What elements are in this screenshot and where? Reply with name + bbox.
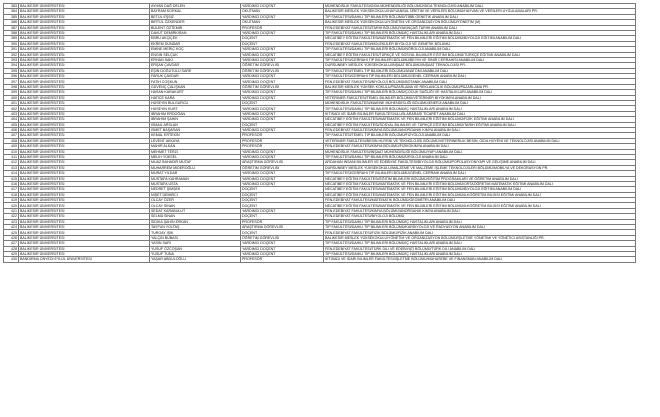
academic-title-cell: YARDIMCI DOÇENT bbox=[241, 90, 324, 95]
department-cell: FEN-EDEBİYAT FAKÜLTESİ/KİMYA BÖLÜMÜ/ANORGANİK KİMYA ANABİLİM DALI bbox=[324, 127, 636, 132]
person-name-cell: EŞİN DOĞUTÜLÜ SARE bbox=[150, 68, 241, 73]
university-cell: BALIKESİR ÜNİVERSİTESİ bbox=[19, 41, 150, 46]
person-name-cell: MUSTAFA USTA bbox=[150, 181, 241, 186]
university-cell: BALIKESİR ÜNİVERSİTESİ bbox=[19, 144, 150, 149]
person-name-cell: SEDAT KARABULUT bbox=[150, 208, 241, 213]
row-number-cell: 384 bbox=[4, 9, 19, 14]
row-number-cell: 429 bbox=[4, 251, 19, 256]
person-name-cell: LEVENT AKKAYA bbox=[150, 138, 241, 143]
person-name-cell: TURGAY IŞIK bbox=[150, 230, 241, 235]
row-number-cell: 426 bbox=[4, 235, 19, 240]
person-name-cell: YUSUF ÖZCOŞAN bbox=[150, 246, 241, 251]
row-number-cell: 419 bbox=[4, 198, 19, 203]
person-name-cell: MUAZ BAHADIR MUTAF bbox=[150, 160, 241, 165]
row-number-cell: 395 bbox=[4, 68, 19, 73]
university-cell: BALIKESİR ÜNİVERSİTESİ bbox=[19, 192, 150, 197]
department-cell: FEN-EDEBİYAT FAKÜLTESİ/BİYOLOJİ BÖLÜMÜ/BOTANİK ANABİLİM DALI bbox=[324, 79, 636, 84]
academic-title-cell: YARDIMCI DOÇENT bbox=[241, 14, 324, 19]
university-cell: BALIKESİR ÜNİVERSİTESİ bbox=[19, 84, 150, 89]
academic-title-cell: OKUTMAN bbox=[241, 20, 324, 25]
row-number-cell: 420 bbox=[4, 203, 19, 208]
academic-title-cell: ÖĞRETİM GÖREVLİSİ bbox=[241, 84, 324, 89]
university-cell: BALIKESİR ÜNİVERSİTESİ bbox=[19, 138, 150, 143]
department-cell: BALIKESİR MESLEK YÜKSEKOKULU/HAYVANSAL ÜRETİM VE VERİLERİ BÖLÜMÜ/HAYVAN VE VERİLERİ UYGULAMALARI PR. bbox=[324, 9, 636, 14]
academic-title-cell: YARDIMCI DOÇENT bbox=[241, 246, 324, 251]
academic-title-cell: YARDIMCI DOÇENT bbox=[241, 47, 324, 52]
person-name-cell: YALÇIN BUBASI bbox=[150, 235, 241, 240]
academic-title-cell: YARDIMCI DOÇENT bbox=[241, 149, 324, 154]
university-cell: BANDIRMA ONYEDİ EYLÜL ÜNİVERSİTESİ bbox=[19, 257, 150, 262]
academic-title-cell: ARAŞTIRMA GÖREVLİSİ bbox=[241, 160, 324, 165]
department-cell: TIP FAKÜLTESİ/DAHİLİ TIP BİLİMLERİ BÖLÜMÜ/İÇ HASTALIKLARI ANABİLİM DALI bbox=[324, 251, 636, 256]
university-cell: BALIKESİR ÜNİVERSİTESİ bbox=[19, 187, 150, 192]
person-name-cell: ERHAN SAKİ bbox=[150, 57, 241, 62]
person-name-cell: ERŞAN ÇAVDAR bbox=[150, 63, 241, 68]
row-number-cell: 396 bbox=[4, 74, 19, 79]
row-number-cell: 410 bbox=[4, 149, 19, 154]
university-cell: BALIKESİR ÜNİVERSİTESİ bbox=[19, 122, 150, 127]
department-cell: TIP FAKÜLTESİ/DAHİLİ TIP BİLİMLERİ BÖLÜMÜ/ÇOCUK SAĞLIĞI VE HASTALIKLARI ANABİLİM DALI bbox=[324, 90, 636, 95]
person-name-cell: ENGİN SELÇUK bbox=[150, 52, 241, 57]
university-cell: BALIKESİR ÜNİVERSİTESİ bbox=[19, 219, 150, 224]
person-name-cell: NEDRET ŞİMŞEK bbox=[150, 187, 241, 192]
row-number-cell: 413 bbox=[4, 165, 19, 170]
department-cell: FEN-EDEBİYAT FAKÜLTESİ/FİZİK BÖLÜMÜ/FİZİK ANABİLİM DALI bbox=[324, 230, 636, 235]
person-name-cell: YAŞAR ABDULOĞLU bbox=[150, 257, 241, 262]
department-cell: BALIKESİR MESLEK YÜKSEKOKULU/YÖNETİM VE ORGANİZASYON BÖLÜMÜ/YÖNETİM (M) bbox=[324, 20, 636, 25]
academic-title-cell: ARAŞTIRMA GÖREVLİSİ bbox=[241, 225, 324, 230]
university-cell: BALIKESİR ÜNİVERSİTESİ bbox=[19, 68, 150, 73]
row-number-cell: 412 bbox=[4, 160, 19, 165]
row-number-cell: 423 bbox=[4, 219, 19, 224]
person-name-cell: MUHARREM MİDEROĞLU bbox=[150, 165, 241, 170]
person-name-cell: İBRAHİM ŞAHİN bbox=[150, 117, 241, 122]
row-number-cell: 405 bbox=[4, 122, 19, 127]
academic-title-cell: YARDIMCI DOÇENT bbox=[241, 30, 324, 35]
person-name-cell: SELMA SİNAN bbox=[150, 214, 241, 219]
department-cell: DURSUNBEY MESLEK YÜKSEKOKULU/İNŞAAT BÖLÜMÜ/İNŞAAT TEKNOLOJİSİ PR. bbox=[324, 63, 636, 68]
person-name-cell: HATİCE KARA bbox=[150, 95, 241, 100]
university-cell: BALIKESİR ÜNİVERSİTESİ bbox=[19, 9, 150, 14]
department-cell: FEN-EDEBİYAT FAKÜLTESİ/KİMYA BÖLÜMÜ/ANORGANİK KİMYA ANABİLİM DALI bbox=[324, 208, 636, 213]
row-number-cell: 400 bbox=[4, 95, 19, 100]
row-number-cell: 403 bbox=[4, 111, 19, 116]
academic-title-cell: OKUTMAN bbox=[241, 9, 324, 14]
row-number-cell: 418 bbox=[4, 192, 19, 197]
university-cell: BALIKESİR ÜNİVERSİTESİ bbox=[19, 171, 150, 176]
department-cell: VETERİNER FAKÜLTESİ/BESİN HİJYENİ VE TEKNOLOJİSİ BÖLÜMÜ/VETERİNERLİK BESİN, GIDA HİJYENİ VE TEKNOLOJİSİ ANABİLİM DALI bbox=[324, 138, 636, 143]
department-cell: NECATİBEY EĞİTİM FAKÜLTESİ/EĞİTİM BİLİMLERİ BÖLÜMÜ/EĞİTİM PROGRAMLARI VE ÖĞRETİM ANABİLİM DALI bbox=[324, 176, 636, 181]
person-name-cell: MEHMET TERZİ bbox=[150, 149, 241, 154]
row-number-cell: 388 bbox=[4, 30, 19, 35]
academic-title-cell: YARDIMCI DOÇENT bbox=[241, 57, 324, 62]
department-cell: TIP FAKÜLTESİ/DAHİLİ TIP BİLİMLERİ BÖLÜMÜ/KARDİYOLOJİ VE RADYASYON ANABİLİM DALI bbox=[324, 225, 636, 230]
university-cell: BALIKESİR ÜNİVERSİTESİ bbox=[19, 74, 150, 79]
academic-title-cell: DOÇENT bbox=[241, 203, 324, 208]
department-cell: NECATİBEY EĞİTİM FAKÜLTESİ/SOSYAL BİLİMLER VE TÜRKÇE EĞİTİMİ BÖLÜMÜ/TARİH EĞİTİMİ ANABİLİM DALI bbox=[324, 122, 636, 127]
university-cell: BALIKESİR ÜNİVERSİTESİ bbox=[19, 251, 150, 256]
department-cell: FEN-EDEBİYAT FAKÜLTESİ/KİMYA BÖLÜMÜ/FİZİKOKİMYA ANABİLİM DALI bbox=[324, 144, 636, 149]
university-cell: BALIKESİR ÜNİVERSİTESİ bbox=[19, 176, 150, 181]
academic-title-cell: PROFESÖR bbox=[241, 219, 324, 224]
university-cell: BALIKESİR ÜNİVERSİTESİ bbox=[19, 208, 150, 213]
academic-title-cell: PROFESÖR bbox=[241, 138, 324, 143]
person-name-cell: BÜLENT ÖZTEMİR bbox=[150, 25, 241, 30]
university-cell: BALIKESİR ÜNİVERSİTESİ bbox=[19, 47, 150, 52]
university-cell: BALIKESİR ÜNİVERSİTESİ bbox=[19, 198, 150, 203]
row-number-cell: 398 bbox=[4, 84, 19, 89]
department-cell: TIP FAKÜLTESİ/DAHİLİ TIP BİLİMLERİ BÖLÜMÜ/İÇ HASTALIKLARI ANABİLİM DALI bbox=[324, 30, 636, 35]
row-number-cell: 428 bbox=[4, 246, 19, 251]
row-number-cell: 391 bbox=[4, 47, 19, 52]
academic-title-cell: ÖĞRETİM GÖREVLİSİ bbox=[241, 235, 324, 240]
department-cell: MÜHENDİSLİK FAKÜLTESİ/GIDA MÜHENDİSLİĞİ BÖLÜMÜ/GIDA TEKNOLOJİSİ ANABİLİM DALI bbox=[324, 4, 636, 9]
department-cell: FEN-EDEBİYAT FAKÜLTESİ/TARİH BÖLÜMÜ/YAKINÇAĞ TARİHİ ANABİLİM DALI bbox=[324, 25, 636, 30]
academic-title-cell: YARDIMCI DOÇENT bbox=[241, 171, 324, 176]
academic-title-cell: DOÇENT bbox=[241, 101, 324, 106]
person-name-cell: TAYFUN YOLTAŞ bbox=[150, 225, 241, 230]
university-cell: BALIKESİR ÜNİVERSİTESİ bbox=[19, 127, 150, 132]
university-cell: BALIKESİR ÜNİVERSİTESİ bbox=[19, 241, 150, 246]
person-name-cell: MURAT YILDAR bbox=[150, 171, 241, 176]
academic-title-cell: DOÇENT bbox=[241, 187, 324, 192]
department-cell: FEN-EDEBİYAT FAKÜLTESİ/TÜRK DİLİ VE EDEBİYATI BÖLÜMÜ/TÜRK DİLİ ANABİLİM DALI bbox=[324, 246, 636, 251]
department-cell: TIP FAKÜLTESİ/DAHİLİ TIP BİLİMLERİ BÖLÜMÜ/İÇ HASTALIKLARI ANABİLİM DALI bbox=[324, 219, 636, 224]
department-cell: NECATİBEY EĞİTİM FAKÜLTESİ/MATEMATİK VE FEN BİLİMLERİ EĞİTİMİ BÖLÜMÜ/BİYOLOJİ EĞİTİMİ ANABİLİM DALI bbox=[324, 187, 636, 192]
department-cell: TIP FAKÜLTESİ/CERRAHİ TIP BİLİMLERİ BÖLÜMÜ/GENEL CERRAHİ ANABİLİM DALI bbox=[324, 74, 636, 79]
person-name-cell: SIDIKA ŞAHİN ERKAN bbox=[150, 219, 241, 224]
university-cell: BALIKESİR ÜNİVERSİTESİ bbox=[19, 246, 150, 251]
person-name-cell: NİŞET DEMİRCİ bbox=[150, 192, 241, 197]
university-cell: BALIKESİR ÜNİVERSİTESİ bbox=[19, 160, 150, 165]
academic-title-cell: DOÇENT bbox=[241, 198, 324, 203]
university-cell: BALIKESİR ÜNİVERSİTESİ bbox=[19, 52, 150, 57]
person-name-cell: YUSUF TUNA bbox=[150, 251, 241, 256]
department-cell: TIP FAKÜLTESİ/TEMEL TIP BİLİMLERİ BÖLÜMÜ/ANATOMİ ANABİLİM DALI bbox=[324, 68, 636, 73]
personnel-table bbox=[3, 3, 636, 263]
academic-title-cell: DOÇENT bbox=[241, 214, 324, 219]
person-name-cell: MELİH YÜKSEL bbox=[150, 154, 241, 159]
row-number-cell: 417 bbox=[4, 187, 19, 192]
person-name-cell: GÜVENÇ ÇALIŞKAN bbox=[150, 84, 241, 89]
department-cell: VETERİNER FAKÜLTESİ/TEMEL BİLİMLER BÖLÜMÜ/VETERİNER BİYOKİMYA ANABİLİM DALI bbox=[324, 95, 636, 100]
row-number-cell: 415 bbox=[4, 176, 19, 181]
academic-title-cell: YARDIMCI DOÇENT bbox=[241, 208, 324, 213]
row-number-cell: 430 bbox=[4, 257, 19, 262]
university-cell: BALIKESİR ÜNİVERSİTESİ bbox=[19, 230, 150, 235]
university-cell: BALIKESİR ÜNİVERSİTESİ bbox=[19, 30, 150, 35]
academic-title-cell: ÖĞRETİM GÖREVLİSİ bbox=[241, 63, 324, 68]
academic-title-cell: YARDIMCI DOÇENT bbox=[241, 52, 324, 57]
university-cell: BALIKESİR ÜNİVERSİTESİ bbox=[19, 36, 150, 41]
row-number-cell: 407 bbox=[4, 133, 19, 138]
row-number-cell: 401 bbox=[4, 101, 19, 106]
academic-title-cell: YARDIMCI DOÇENT bbox=[241, 176, 324, 181]
row-number-cell: 399 bbox=[4, 90, 19, 95]
person-name-cell: BİRTÜL ÖZKENDER bbox=[150, 20, 241, 25]
academic-title-cell: ÖĞRETİM GÖREVLİSİ bbox=[241, 68, 324, 73]
person-name-cell: HÜSEYİN BULGURCU bbox=[150, 101, 241, 106]
person-name-cell: AYHAN DAĞ DELEN bbox=[150, 4, 241, 9]
row-number-cell: 422 bbox=[4, 214, 19, 219]
person-name-cell: BAYRAM KORKAL bbox=[150, 9, 241, 14]
department-cell: NECATİBEY EĞİTİM FAKÜLTESİ/TÜRKÇE VE SOSYAL BİLİMLER EĞİTİMİ BÖLÜMÜ/TÜRKÇE EĞİTİMİ ANABİLİM DALI bbox=[324, 52, 636, 57]
university-cell: BALIKESİR ÜNİVERSİTESİ bbox=[19, 57, 150, 62]
university-cell: BALIKESİR ÜNİVERSİTESİ bbox=[19, 117, 150, 122]
university-cell: BALIKESİR ÜNİVERSİTESİ bbox=[19, 79, 150, 84]
department-cell: TIP FAKÜLTESİ/DAHİLİ TIP BİLİMLERİ BÖLÜMÜ/NÖROLOJİ ANABİLİM DALI bbox=[324, 47, 636, 52]
department-cell: İKTİSADİ VE İDARİ BİLİMLER FAKÜLTESİ/İŞLETME BÖLÜMÜ/MUHASEBE VE FİNANSMAN ANABİLİM DALI bbox=[324, 257, 636, 262]
university-cell: BALIKESİR ÜNİVERSİTESİ bbox=[19, 133, 150, 138]
university-cell: BALIKESİR ÜNİVERSİTESİ bbox=[19, 63, 150, 68]
row-number-cell: 408 bbox=[4, 138, 19, 143]
department-cell: ARDAHAN İNSANİ BİLİMLER VE EDEBİYAT FAKÜLTESİ/BİYOLOJİ BÖLÜMÜ/POPÜLASYON/YAPI VE GELİŞİME ANABİLİM DALI bbox=[324, 160, 636, 165]
row-number-cell: 397 bbox=[4, 79, 19, 84]
academic-title-cell: YARDIMCI DOÇENT bbox=[241, 127, 324, 132]
department-cell: TIP FAKÜLTESİ/DAHİLİ TIP BİLİMLERİ BÖLÜMÜ/İÇ HASTALIKLARI ANABİLİM DALI bbox=[324, 241, 636, 246]
row-number-cell: 394 bbox=[4, 63, 19, 68]
row-number-cell: 393 bbox=[4, 57, 19, 62]
person-name-cell: MUSTAFA KAHRAMAN bbox=[150, 176, 241, 181]
row-number-cell: 387 bbox=[4, 25, 19, 30]
academic-title-cell: YARDIMCI DOÇENT bbox=[241, 95, 324, 100]
person-name-cell: DAVUT DEMİRKIRAN bbox=[150, 30, 241, 35]
person-name-cell: KEMAL ERTEKİN bbox=[150, 133, 241, 138]
academic-title-cell: DOÇENT bbox=[241, 192, 324, 197]
academic-title-cell: YARDIMCI DOÇENT bbox=[241, 79, 324, 84]
row-number-cell: 427 bbox=[4, 241, 19, 246]
university-cell: BALIKESİR ÜNİVERSİTESİ bbox=[19, 235, 150, 240]
person-name-cell: MAHİR ALKAN bbox=[150, 144, 241, 149]
department-cell: FEN-EDEBİYAT FAKÜLTESİ/MOLEKÜLER BİYOLOJİ VE GENETİK BÖLÜMÜ bbox=[324, 41, 636, 46]
row-number-cell: 425 bbox=[4, 230, 19, 235]
person-name-cell: YASİN SARI bbox=[150, 241, 241, 246]
person-name-cell: BETÜL EŞSİZ bbox=[150, 14, 241, 19]
university-cell: BALIKESİR ÜNİVERSİTESİ bbox=[19, 14, 150, 19]
row-number-cell: 416 bbox=[4, 181, 19, 186]
department-cell: TIP FAKÜLTESİ/TEMEL TIP BİLİMLERİ BÖLÜMÜ/FİZYOLOJİ ANABİLİM DALI bbox=[324, 133, 636, 138]
academic-title-cell: ÖĞRETİM GÖREVLİSİ bbox=[241, 165, 324, 170]
department-cell: TIP FAKÜLTESİ/DAHİLİ TIP BİLİMLERİ BÖLÜMÜ/TIBBİ GENETİK ANABİLİM DALI bbox=[324, 14, 636, 19]
person-name-cell: EBRU AKÇİÇEK bbox=[150, 36, 241, 41]
academic-title-cell: YARDIMCI DOÇENT bbox=[241, 111, 324, 116]
department-cell: NECATİBEY EĞİTİM FAKÜLTESİ/MATEMATİK VE FEN BİLİMLERİ EĞİTİMİ BÖLÜMÜ/İLKÖĞRETİM BİLGİSİ EĞİTİMİ ANABİLİM DALI bbox=[324, 203, 636, 208]
university-cell: BALIKESİR ÜNİVERSİTESİ bbox=[19, 111, 150, 116]
person-name-cell: İSMAİL ARSLAN bbox=[150, 122, 241, 127]
academic-title-cell: YARDIMCI DOÇENT bbox=[241, 241, 324, 246]
university-cell: BALIKESİR ÜNİVERSİTESİ bbox=[19, 25, 150, 30]
row-number-cell: 404 bbox=[4, 117, 19, 122]
academic-title-cell: YARDIMCI DOÇENT bbox=[241, 4, 324, 9]
university-cell: BALIKESİR ÜNİVERSİTESİ bbox=[19, 225, 150, 230]
person-name-cell: İBRAHİM ERDOĞAN bbox=[150, 111, 241, 116]
academic-title-cell: DOÇENT bbox=[241, 122, 324, 127]
university-cell: BALIKESİR ÜNİVERSİTESİ bbox=[19, 165, 150, 170]
university-cell: BALIKESİR ÜNİVERSİTESİ bbox=[19, 101, 150, 106]
row-number-cell: 411 bbox=[4, 154, 19, 159]
university-cell: BALIKESİR ÜNİVERSİTESİ bbox=[19, 95, 150, 100]
row-number-cell: 421 bbox=[4, 208, 19, 213]
person-name-cell: İSMET BAŞARAN bbox=[150, 127, 241, 132]
university-cell: BALIKESİR ÜNİVERSİTESİ bbox=[19, 149, 150, 154]
academic-title-cell: YARDIMCI DOÇENT bbox=[241, 106, 324, 111]
row-number-cell: 389 bbox=[4, 36, 19, 41]
university-cell: BALIKESİR ÜNİVERSİTESİ bbox=[19, 181, 150, 186]
university-cell: BALIKESİR ÜNİVERSİTESİ bbox=[19, 20, 150, 25]
table-row bbox=[4, 257, 636, 262]
academic-title-cell: PROFESÖR bbox=[241, 144, 324, 149]
department-cell: NECATİBEY EĞİTİM FAKÜLTESİ/MATEMATİK VE FEN BİLİMLERİ EĞİTİMİ BÖLÜMÜ/İLKÖĞRETİM BİLGİSİ EĞİTİMİ ANABİLİM DALI bbox=[324, 192, 636, 197]
department-cell: DURSUNBEY MESLEK YÜKSEKOKULU/MALZEME VE MALZEME İŞLEME TEKNOLOJİLERİ BÖLÜMÜ/MOBİLYA VE DEKORASYON PR. bbox=[324, 165, 636, 170]
person-name-cell: OLCAY ÖZER bbox=[150, 198, 241, 203]
university-cell: BALIKESİR ÜNİVERSİTESİ bbox=[19, 214, 150, 219]
department-cell: NECATİBEY EĞİTİM FAKÜLTESİ/MATEMATİK VE FEN BİLİMLERİ EĞİTİMİ BÖLÜMÜ/FİZİK EĞİTİMİ ANABİLİM DALI bbox=[324, 117, 636, 122]
row-number-cell: 402 bbox=[4, 106, 19, 111]
table-body bbox=[4, 4, 636, 263]
department-cell: TIP FAKÜLTESİ/CERRAHİ TIP BİLİMLERİ BÖLÜMÜ/GENEL CERRAHİ ANABİLİM DALI bbox=[324, 171, 636, 176]
department-cell: FEN-EDEBİYAT FAKÜLTESİ/BİYOLOJİ BÖLÜMÜ bbox=[324, 214, 636, 219]
row-number-cell: 385 bbox=[4, 14, 19, 19]
row-number-cell: 414 bbox=[4, 171, 19, 176]
department-cell: TIP FAKÜLTESİ/CERRAHİ TIP BİLİMLERİ BÖLÜMÜ/BEYİN VE SİNİR CERRAHİSİ ANABİLİM DALI bbox=[324, 57, 636, 62]
academic-title-cell: DOÇENT bbox=[241, 230, 324, 235]
department-cell: NECATİBEY EĞİTİM FAKÜLTESİ/MATEMATİK VE FEN BİLİMLERİ EĞİTİMİ BÖLÜMÜ/BİYOLOJİ EĞİTİMİ ANABİLİM DALI bbox=[324, 36, 636, 41]
academic-title-cell: YARDIMCI DOÇENT bbox=[241, 251, 324, 256]
department-cell: FEN-EDEBİYAT FAKÜLTESİ/MATEMATİK BÖLÜMÜ/GEOMETRİ ANABİLİM DALI bbox=[324, 198, 636, 203]
person-name-cell: OLCAY SİNAN bbox=[150, 203, 241, 208]
person-name-cell: EKREM DÜNDAR bbox=[150, 41, 241, 46]
department-cell: TIP FAKÜLTESİ/DAHİLİ TIP BİLİMLERİ BÖLÜMÜ/ÜROLOJİ ANABİLİM DALI bbox=[324, 154, 636, 159]
person-name-cell: FATİH COŞKUN bbox=[150, 79, 241, 84]
academic-title-cell: YARDIMCI DOÇENT bbox=[241, 181, 324, 186]
university-cell: BALIKESİR ÜNİVERSİTESİ bbox=[19, 4, 150, 9]
academic-title-cell: DOÇENT bbox=[241, 41, 324, 46]
academic-title-cell: YARDIMCI DOÇENT bbox=[241, 154, 324, 159]
row-number-cell: 390 bbox=[4, 41, 19, 46]
academic-title-cell: PROFESÖR bbox=[241, 133, 324, 138]
department-cell: TIP FAKÜLTESİ/DAHİLİ TIP BİLİMLERİ BÖLÜMÜ/İÇ HASTALIKLARI ANABİLİM DALI bbox=[324, 106, 636, 111]
university-cell: BALIKESİR ÜNİVERSİTESİ bbox=[19, 90, 150, 95]
person-name-cell: EMİNE MERİÇ KOÇ bbox=[150, 47, 241, 52]
university-cell: BALIKESİR ÜNİVERSİTESİ bbox=[19, 154, 150, 159]
person-name-cell: HÜSEYİN KURT bbox=[150, 106, 241, 111]
university-cell: BALIKESİR ÜNİVERSİTESİ bbox=[19, 203, 150, 208]
academic-title-cell: DOÇENT bbox=[241, 36, 324, 41]
person-name-cell: HASAN KARAKURT bbox=[150, 90, 241, 95]
academic-title-cell: YARDIMCI DOÇENT bbox=[241, 74, 324, 79]
row-number-cell: 383 bbox=[4, 4, 19, 9]
university-cell: BALIKESİR ÜNİVERSİTESİ bbox=[19, 106, 150, 111]
academic-title-cell: YARDIMCI DOÇENT bbox=[241, 117, 324, 122]
row-number-cell: 409 bbox=[4, 144, 19, 149]
department-cell: NECATİBEY EĞİTİM FAKÜLTESİ/MATEMATİK VE FEN BİLİMLERİ EĞİTİMİ BÖLÜMÜ/ORTAÖĞRETİM MATEMATİK EĞİTİMİ ANABİLİM DALI bbox=[324, 181, 636, 186]
academic-title-cell: PROFESÖR bbox=[241, 25, 324, 30]
row-number-cell: 424 bbox=[4, 225, 19, 230]
department-cell: İKTİSADİ VE İDARİ BİLİMLER FAKÜLTESİ/ULUSLARARASI TİCARET ANABİLİM DALI bbox=[324, 111, 636, 116]
academic-title-cell: PROFESÖR bbox=[241, 257, 324, 262]
department-cell: BALIKESİR MESLEK YÜKSEKOKULU/YÖNETİM VE ORGANİZASYON BÖLÜMÜ/İŞLETME YÖNETİMİ VE YÖNETİCİ ASİSTANLIĞI PR. bbox=[324, 235, 636, 240]
row-number-cell: 406 bbox=[4, 127, 19, 132]
row-number-cell: 392 bbox=[4, 52, 19, 57]
department-cell: BALIKESİR MESLEK YÜKSEK KOKULU/PAZARLAMA VE REKLAMCILIK BÖLÜMÜ/PAZARLAMA PR. bbox=[324, 84, 636, 89]
row-number-cell: 386 bbox=[4, 20, 19, 25]
person-name-cell: FARUK ÇAVDAR bbox=[150, 74, 241, 79]
department-cell: MÜHENDİSLİK FAKÜLTESİ/MAKİNE MÜHENDİSLİĞİ BÖLÜMÜ/ENERJİ ANABİLİM DALI bbox=[324, 101, 636, 106]
department-cell: MÜHENDİSLİK FAKÜLTESİ/İNŞAAT MÜHENDİSLİĞİ BÖLÜMÜ/YAPI ANABİLİM DALI bbox=[324, 149, 636, 154]
